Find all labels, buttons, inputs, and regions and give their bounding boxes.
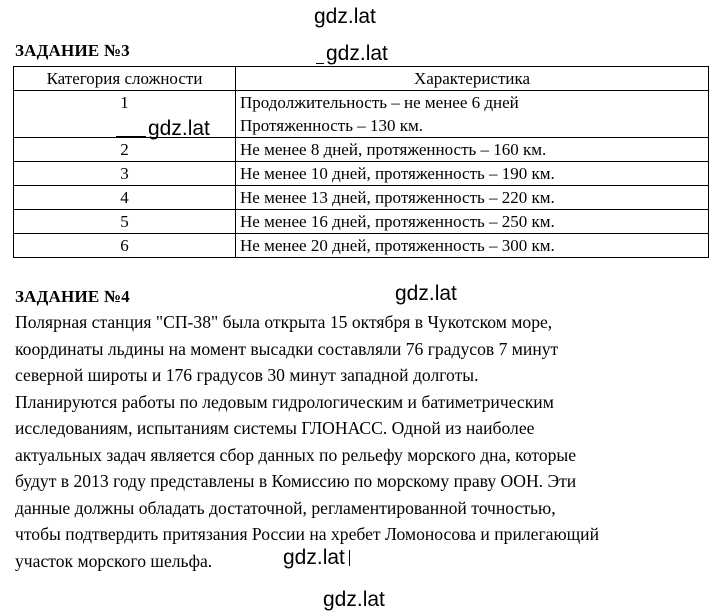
table-header-row <box>14 67 709 91</box>
category-cell: 4 <box>14 186 236 210</box>
header-category: Категория сложности <box>14 67 236 91</box>
watermark-top: gdz.lat <box>314 5 376 28</box>
category-cell: 1 <box>14 91 236 138</box>
watermark-underline <box>316 63 324 64</box>
table-row <box>14 91 709 138</box>
header-characteristic: Характеристика <box>236 67 709 91</box>
category-cell: 5 <box>14 210 236 234</box>
table-row <box>14 234 709 258</box>
characteristic-cell: Не менее 16 дней, протяженность – 250 км. <box>236 210 709 234</box>
paragraph-line: исследованиям, испытаниям системы ГЛОНАСС. Одной из наиболее <box>15 418 535 438</box>
characteristic-cell: Не менее 10 дней, протяженность – 190 км. <box>236 162 709 186</box>
paragraph-line: Полярная станция "СП-38" была открыта 15 октября в Чукотском море, <box>15 312 553 332</box>
characteristic-cell: Не менее 20 дней, протяженность – 300 км. <box>236 234 709 258</box>
table-row <box>14 186 709 210</box>
characteristic-cell <box>236 91 709 138</box>
task3-title: ЗАДАНИЕ №3 <box>15 41 130 60</box>
table-row <box>14 210 709 234</box>
category-cell: 3 <box>14 162 236 186</box>
paragraph-line: будут в 2013 году представлены в Комиссию по морскому праву ООН. Эти <box>15 471 577 491</box>
table-row <box>14 162 709 186</box>
paragraph-line: чтобы подтвердить притязания России на хребет Ломоносова и прилегающий <box>15 524 600 544</box>
characteristic-cell: Не менее 8 дней, протяженность – 160 км. <box>236 138 709 162</box>
task4-paragraph <box>15 309 715 574</box>
paragraph-line: Планируются работы по ледовым гидрологическим и батиметрическим <box>15 391 554 412</box>
watermark-header: gdz.lat <box>326 42 388 65</box>
characteristic-line: Продолжительность – не менее 6 дней <box>240 93 519 112</box>
table-row <box>14 138 709 162</box>
watermark-bottom: gdz.lat <box>323 588 385 611</box>
paragraph-line: северной широты и 176 градусов 30 минут западной долготы. <box>15 365 479 385</box>
paragraph-line: координаты льдины на момент высадки составляли 76 градусов 7 минут <box>15 338 559 359</box>
watermark-table: gdz.lat <box>148 117 210 140</box>
task4-title: ЗАДАНИЕ №4 <box>15 287 130 306</box>
difficulty-table <box>13 66 709 258</box>
watermark-text-end-label: gdz.lat <box>283 546 345 569</box>
watermark-task4: gdz.lat <box>395 282 457 305</box>
characteristic-line: Протяженность – 130 км. <box>240 116 424 135</box>
paragraph-line: участок морского шельфа. <box>15 550 213 571</box>
category-cell: 2 <box>14 138 236 162</box>
category-cell: 6 <box>14 234 236 258</box>
characteristic-cell: Не менее 13 дней, протяженность – 220 км. <box>236 186 709 210</box>
paragraph-line: данные должны обладать достаточной, регламентированной точностью, <box>15 497 556 518</box>
paragraph-line: актуальных задач является сбор данных по рельефу морского дна, которые <box>15 444 577 465</box>
